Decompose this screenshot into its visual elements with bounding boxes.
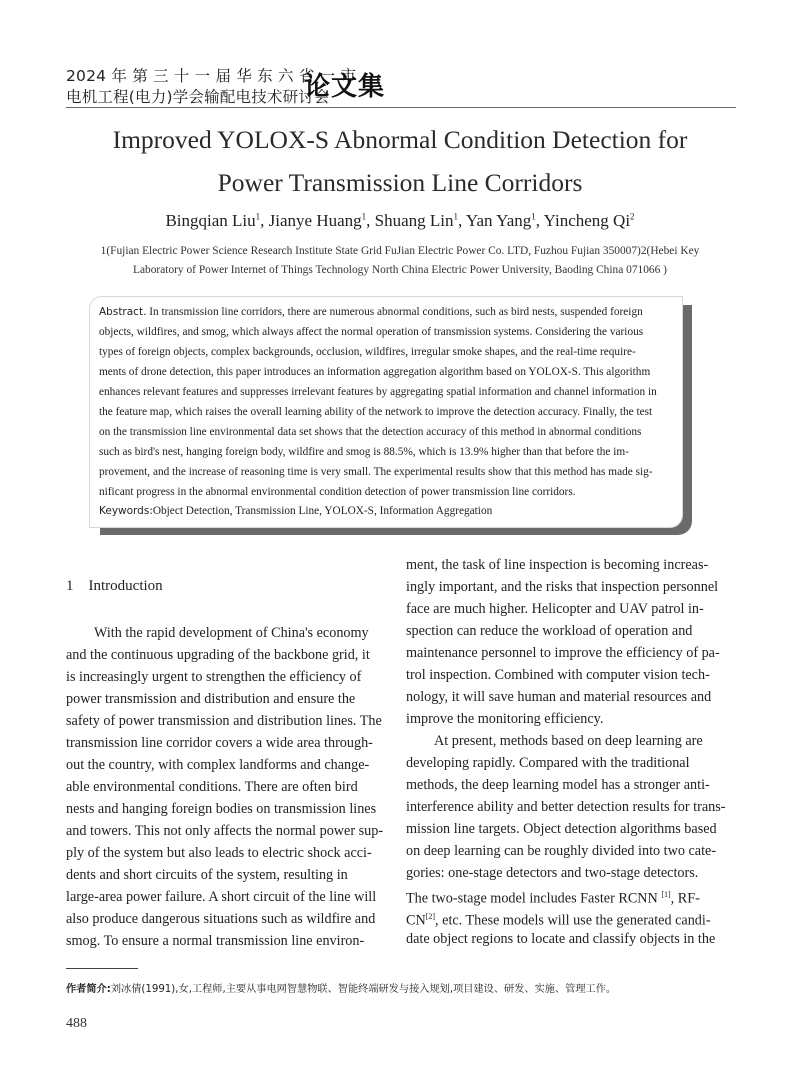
text-line: With the rapid development of China's economy: [94, 625, 369, 641]
header-rule: [66, 107, 736, 108]
footnote-text: 刘冰倩(1991),女,工程师,主要从事电网智慧物联、智能终端研发与接入规划,项目建设、研发、实施、管理工作。: [110, 984, 617, 995]
keywords-label: Keywords:: [99, 505, 153, 517]
text-line: is increasingly urgent to strengthen the efficiency of: [66, 669, 362, 685]
text-line: dents and short circuits of the system, resulting in: [66, 867, 348, 883]
text-line: trol inspection. Combined with computer vision tech-: [406, 667, 710, 683]
abstract-line: objects, wildfires, and smog, which always affect the normal operation of transmission systems. Considering the various: [99, 326, 644, 338]
author: Bingqian Liu: [165, 211, 256, 230]
author: Yan Yang: [465, 211, 532, 230]
abstract-line: such as bird's nest, hanging foreign body, wildfire and smog is 88.5%, which is 13.9% higher than that before the im-: [99, 446, 629, 458]
text-line: safety of power transmission and distribution lines. The: [66, 713, 382, 729]
abstract-line: enhances relevant features and suppresses irrelevant features by aggregating spatial information and channel information in: [99, 386, 657, 398]
text-line: ply of the system but also leads to electric shock acci-: [66, 845, 372, 861]
section-heading: [66, 578, 163, 595]
text-line: and the continuous upgrading of the backbone grid, it: [66, 647, 370, 663]
text-line: also produce dangerous situations such as wildfire and: [66, 911, 376, 927]
author: Shuang Lin: [374, 211, 454, 230]
affiliation-line-2: Laboratory of Power Internet of Things Technology North China Electric Power University, Baoding China 071066 ): [133, 264, 667, 276]
text-line: nology, it will save human and material resources and: [406, 689, 712, 705]
paper-title-line-2: Power Transmission Line Corridors: [217, 168, 583, 197]
citation-ref: [2]: [425, 912, 436, 921]
footnote-rule: [66, 968, 138, 969]
affiliation-line-1: 1(Fujian Electric Power Science Research Institute State Grid FuJian Electric Power Co. LTD, Fuzhou Fujian 350007)2(Hebei Key: [100, 245, 700, 257]
text-line: methods, the deep learning model has a stronger anti-: [406, 777, 710, 793]
author-affiliation-mark: 1: [453, 211, 459, 222]
author: Yincheng Qi: [543, 211, 631, 230]
keywords-line: [99, 504, 679, 519]
abstract-line: types of foreign objects, complex backgrounds, occlusion, wildfires, irregular smoke shapes, and the real-time require-: [99, 346, 636, 358]
text-line: maintenance personnel to improve the efficiency of pa-: [406, 645, 720, 661]
abstract-line: ments of drone detection, this paper introduces an information aggregation algorithm based on YOLOX-S. This algorithm: [99, 366, 651, 378]
abstract-line: nificant progress in the abnormal environmental condition detection of power transmission line corridors.: [99, 486, 576, 498]
text-line: transmission line corridor covers a wide area through-: [66, 735, 373, 751]
header-conference-line: 2024 年 第 三 十 一 届 华 东 六 省 一 市: [66, 67, 357, 85]
section-title: Introduction: [88, 578, 163, 594]
author-affiliation-mark: 1: [361, 211, 367, 222]
header-proceedings-label: 论文集: [304, 72, 386, 102]
citation-ref: [1]: [661, 890, 671, 899]
text-line: interference ability and better detection results for trans-: [406, 799, 726, 815]
abstract-line: on the transmission line environmental data set shows that the detection accuracy of this method in abnormal conditions: [99, 426, 642, 438]
text-line: developing rapidly. Compared with the traditional: [406, 755, 690, 771]
text-line: out the country, with complex landforms and change-: [66, 757, 370, 773]
text-line: improve the monitoring efficiency.: [406, 711, 604, 727]
text-line: and towers. This not only affects the normal power sup-: [66, 823, 384, 839]
keywords-text: Object Detection, Transmission Line, YOLOX-S, Information Aggregation: [152, 505, 493, 517]
paper-title-line-1: Improved YOLOX-S Abnormal Condition Detection for: [112, 125, 688, 154]
text-line: date object regions to locate and classify objects in the: [406, 931, 716, 947]
author-affiliation-mark: 2: [630, 211, 635, 222]
abstract-line: Abstract. In transmission line corridors, there are numerous abnormal conditions, such as bird nests, suspended foreign: [99, 306, 643, 318]
text-line: The two-stage model includes Faster RCNN [1], RF-: [406, 890, 700, 907]
author-affiliation-mark: 1: [531, 211, 536, 222]
text-line: nests and hanging foreign bodies on transmission lines: [66, 801, 377, 817]
proceedings-header: [66, 62, 736, 108]
section-number: 1: [66, 578, 74, 594]
abstract-label: Abstract.: [99, 306, 147, 318]
text-line: smog. To ensure a normal transmission line environ-: [66, 933, 365, 949]
text-line: able environmental conditions. There are often bird: [66, 779, 358, 795]
text-line: mission line targets. Object detection algorithms based: [406, 821, 717, 837]
text-line: face are much higher. Helicopter and UAV patrol in-: [406, 601, 704, 617]
header-society-line: 电机工程(电力)学会输配电技术研讨会: [66, 88, 330, 106]
text-line: ment, the task of line inspection is becoming increas-: [406, 557, 709, 573]
abstract-line: the feature map, which raises the overall learning ability of the network to improve the detection accuracy. Finally, the test: [99, 406, 653, 418]
author: Jianye Huang: [268, 211, 362, 230]
page-number: 488: [66, 1016, 87, 1031]
text-line: CN[2], etc. These models will use the generated candi-: [406, 912, 711, 929]
text-line: spection can reduce the workload of operation and: [406, 623, 693, 639]
text-line: power transmission and distribution and ensure the: [66, 691, 356, 707]
text-line: ingly important, and the risks that inspection personnel: [406, 579, 719, 595]
text-line: At present, methods based on deep learning are: [434, 733, 703, 749]
text-line: large-area power failure. A short circuit of the line will: [66, 889, 377, 905]
text-line: gories: one-stage detectors and two-stage detectors.: [406, 865, 699, 881]
abstract-line: provement, and the increase of reasoning time is very small. The experimental results show that this method has made sig-: [99, 466, 653, 478]
author-affiliation-mark: 1: [255, 211, 261, 222]
author-footnote: [66, 980, 616, 995]
footnote-label: 作者简介:: [66, 984, 111, 995]
author-list: Bingqian Liu$^1$, Jianye Huang$^1$, Shuang Lin$^1$, Yan Yang$^1$, Yincheng Qi$^2$: [165, 211, 635, 230]
text-line: on deep learning can be roughly divided into two cate-: [406, 843, 717, 859]
